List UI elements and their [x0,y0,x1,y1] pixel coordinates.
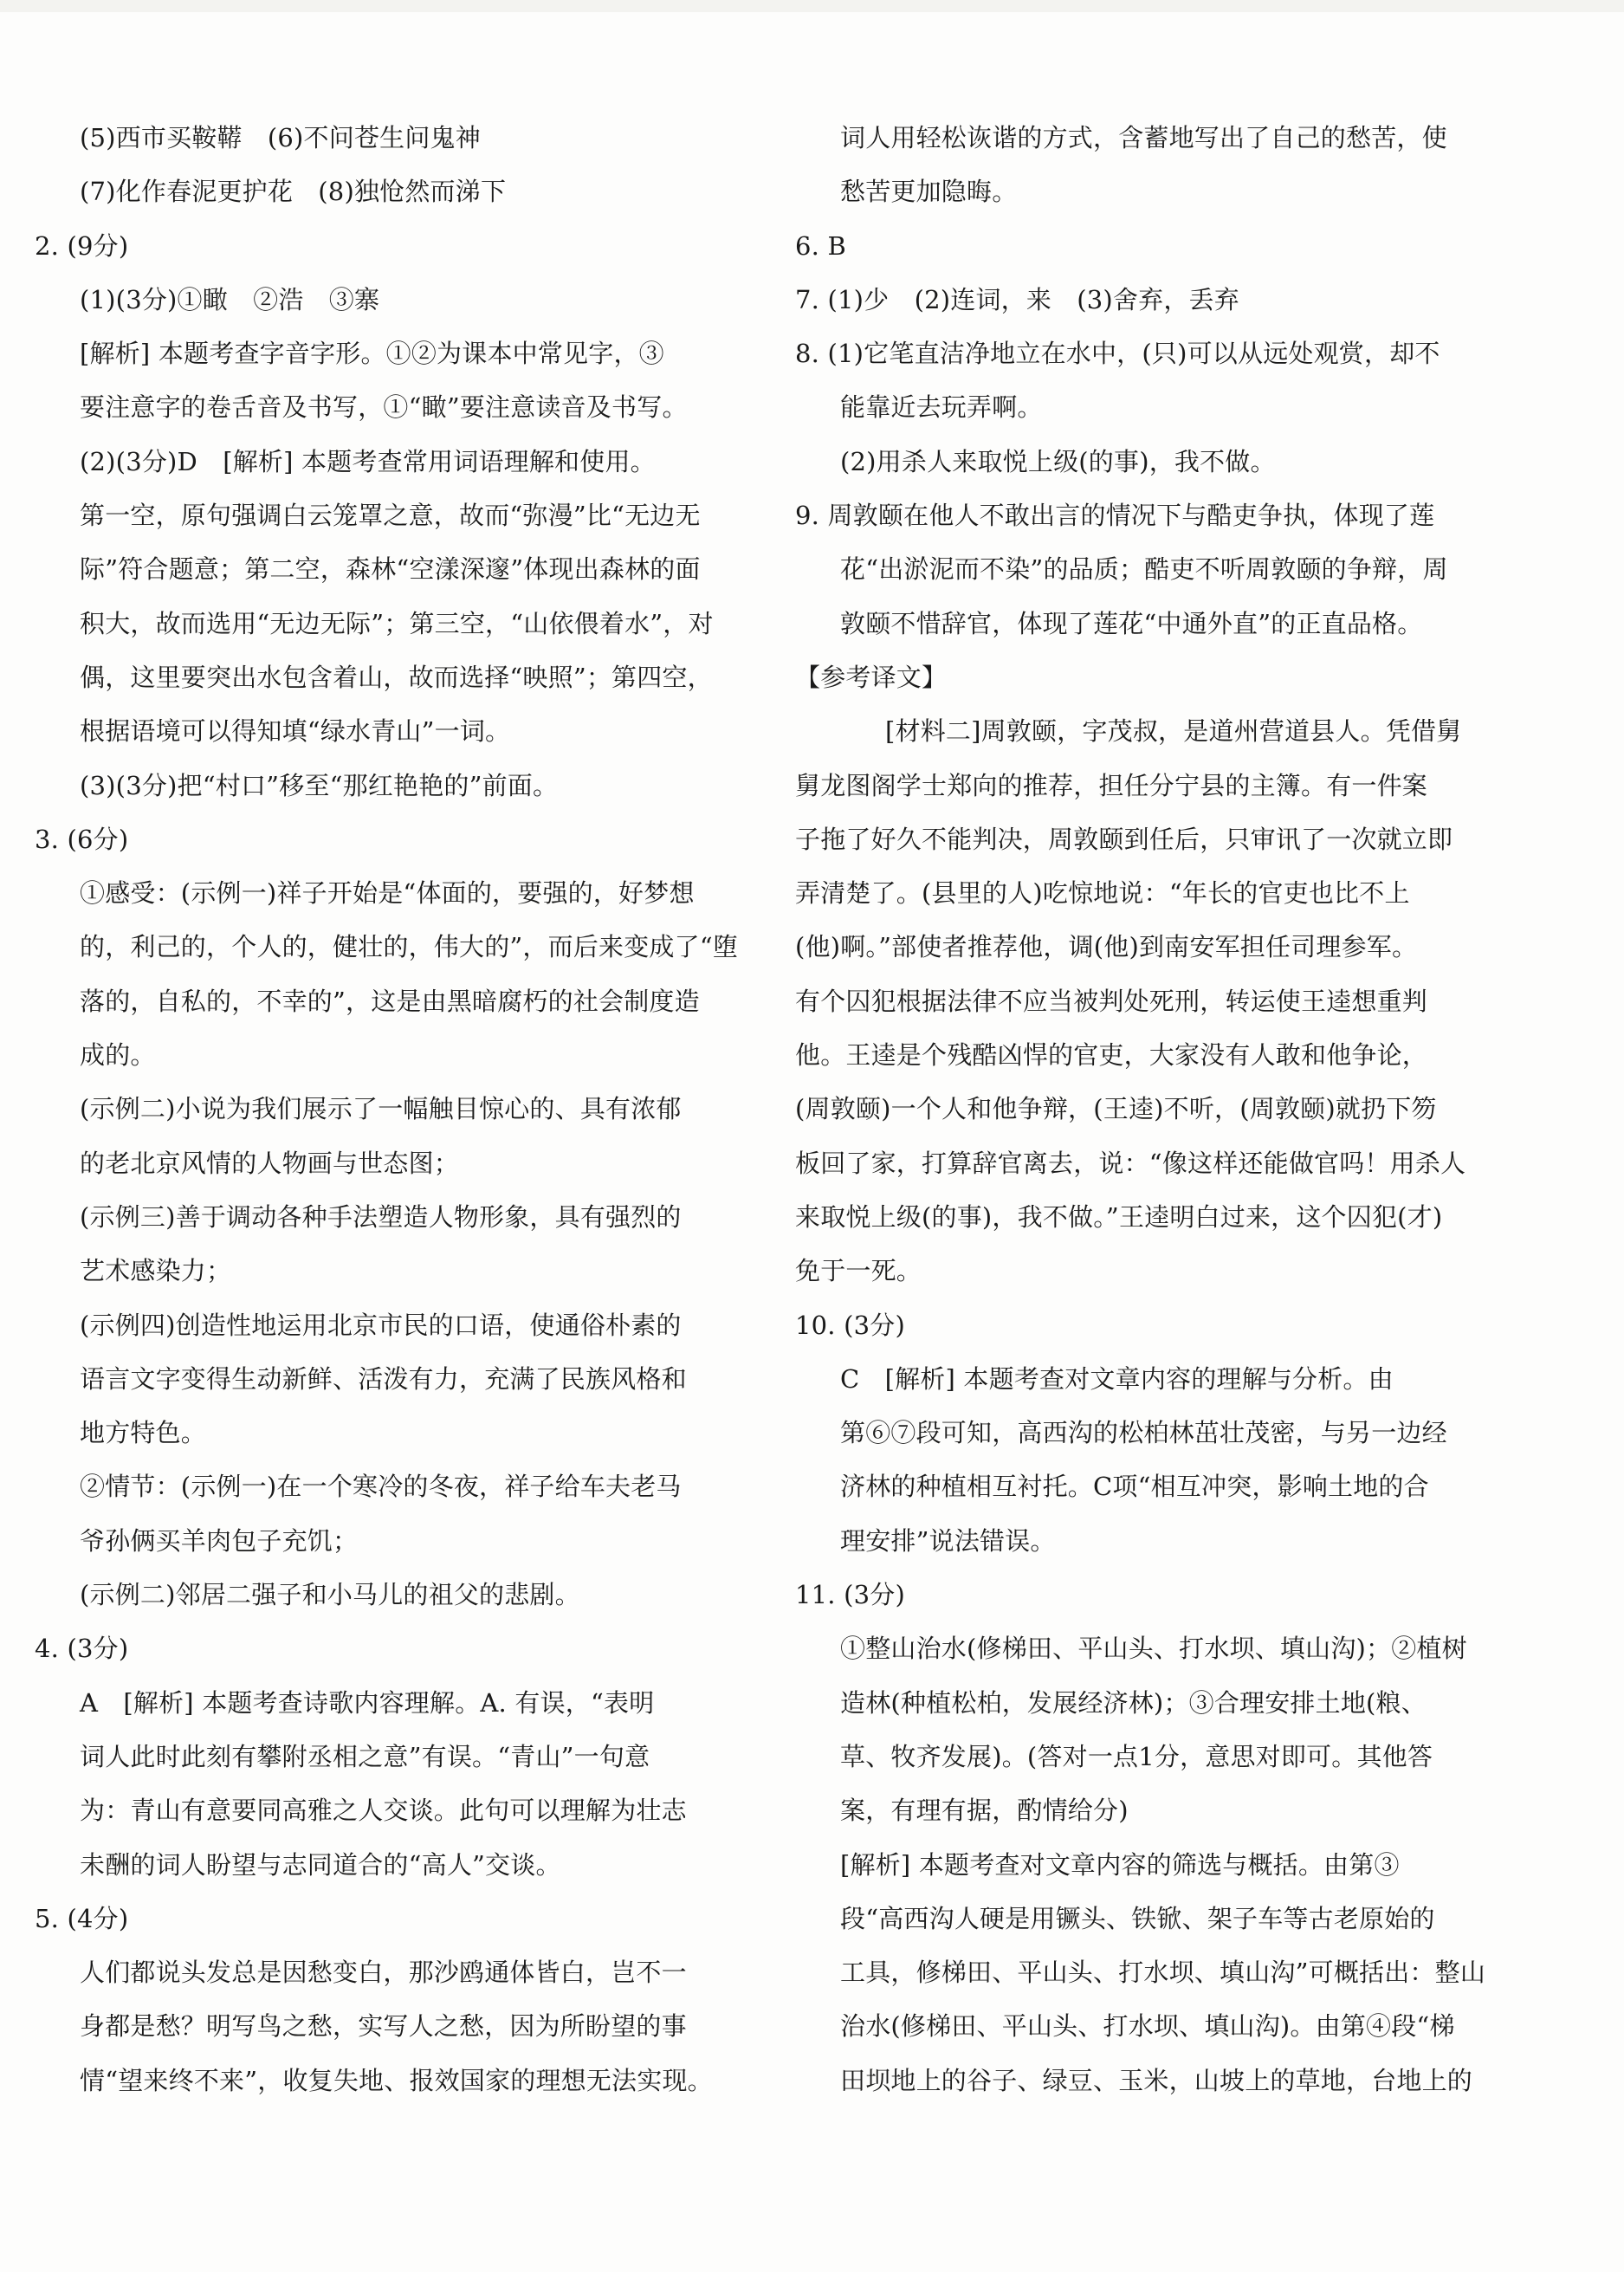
text-line: 未酬的词人盼望与志同道合的“高人”交谈。 [80,1849,561,1880]
text-line: [解析] 本题考查对文章内容的筛选与概括。由第③ [840,1849,1400,1880]
text-line: 成的。 [80,1040,156,1071]
text-line: 3. (6分) [35,824,129,854]
text-line: (示例四)创造性地运用北京市民的口语，使通俗朴素的 [80,1310,682,1340]
text-line: (示例三)善于调动各种手法塑造人物形象，具有强烈的 [80,1201,682,1232]
text-line: 2. (9分) [35,230,129,261]
text-line: 5. (4分) [35,1903,129,1933]
text-line: 际”符合题意；第二空，森林“空漾深邃”体现出森林的面 [80,554,701,585]
text-line: 第⑥⑦段可知，高西沟的松柏林茁壮茂密，与另一边经 [840,1418,1447,1448]
text-line: (2)用杀人来取悦上级(的事)，我不做。 [840,446,1276,476]
text-line: 【参考译文】 [795,662,948,692]
text-line: (他)啊。”部使者推荐他，调(他)到南安军担任司理参军。 [795,932,1418,962]
text-line: 根据语境可以得知填“绿水青山”一词。 [80,716,511,747]
text-line: 人们都说头发总是因愁变白，那沙鸥通体皆白，岂不一 [80,1958,687,1988]
text-line: (周敦颐)一个人和他争辩，(王逵)不听，(周敦颐)就扔下笏 [795,1094,1437,1124]
text-line: 段“高西沟人硬是用镢头、铁锨、架子车等古老原始的 [840,1903,1435,1933]
text-line: 板回了家，打算辞官离去，说：“像这样还能做官吗！用杀人 [795,1148,1466,1178]
text-line: 艺术感染力； [80,1256,232,1286]
text-line: ①感受：(示例一)祥子开始是“体面的，要强的，好梦想 [80,878,695,909]
text-line: 免于一死。 [795,1256,922,1286]
text-line: [材料二]周敦颐，字茂叔，是道州营道县人。凭借舅 [885,716,1462,747]
text-line: 来取悦上级(的事)，我不做。”王逵明白过来，这个囚犯(才) [795,1201,1443,1232]
text-line: 地方特色。 [80,1418,207,1448]
text-line: 11. (3分) [795,1580,906,1610]
text-line: 7. (1)少 (2)连词，来 (3)舍弃，丢弃 [795,284,1239,314]
text-line: 爷孙俩买羊肉包子充饥； [80,1525,359,1556]
text-line: 济林的种植相互衬托。C项“相互冲突，影响土地的合 [840,1472,1429,1502]
text-line: 花“出淤泥而不染”的品质；酷吏不听周敦颐的争辩，周 [840,554,1448,585]
text-line: 舅龙图阁学士郑向的推荐，担任分宁县的主簿。有一件案 [795,770,1428,800]
text-line: 第一空，原句强调白云笼罩之意，故而“弥漫”比“无边无 [80,501,701,531]
text-line: 能靠近去玩弄啊。 [840,392,1043,423]
text-line: 他。王逵是个残酷凶悍的官吏，大家没有人敢和他争论， [795,1040,1428,1071]
text-line: 词人用轻松诙谐的方式，含蓄地写出了自己的愁苦，使 [840,123,1447,152]
text-line: (示例二)小说为我们展示了一幅触目惊心的、具有浓郁 [80,1094,682,1124]
text-line: 案，有理有据，酌情给分) [840,1796,1129,1826]
text-line: 的老北京风情的人物画与世态图； [80,1148,460,1178]
text-line: 6. B [795,230,846,261]
text-line: 词人此时此刻有攀附丞相之意”有误。“青山”一句意 [80,1741,650,1771]
text-line: 4. (3分) [35,1634,129,1664]
text-line: 造林(种植松柏，发展经济林)；③合理安排土地(粮、 [840,1687,1427,1718]
text-line: C [解析] 本题考查对文章内容的理解与分析。由 [840,1363,1394,1394]
top-edge-shadow [0,0,1624,12]
text-line: 理安排”说法错误。 [840,1525,1056,1556]
text-line: (7)化作春泥更护花 (8)独怆然而涕下 [80,177,507,207]
text-line: 8. (1)它笔直洁净地立在水中，(只)可以从远处观赏，却不 [795,339,1440,369]
text-line: 身都是愁？明写鸟之愁，实写人之愁，因为所盼望的事 [80,2011,687,2042]
text-line: 的，利己的，个人的，健壮的，伟大的”，而后来变成了“堕 [80,932,739,962]
text-line: (示例二)邻居二强子和小马儿的祖父的悲剧。 [80,1580,580,1610]
right-column [795,111,1488,2107]
text-line: 工具，修梯田、平山头、打水坝、填山沟”可概括出：整山 [840,1958,1486,1988]
text-line: 田坝地上的谷子、绿豆、玉米，山坡上的草地，台地上的 [840,2065,1473,2095]
text-line: (2)(3分)D [解析] 本题考查常用词语理解和使用。 [80,446,656,476]
text-line: [解析] 本题考查字音字形。①②为课本中常见字，③ [80,339,664,369]
text-line: 草、牧齐发展)。(答对一点1分，意思对即可。其他答 [840,1741,1433,1771]
text-line: 落的，自私的，不幸的”，这是由黑暗腐朽的社会制度造 [80,986,700,1016]
text-line: 情“望来终不来”，收复失地、报效国家的理想无法实现。 [80,2065,713,2095]
text-line: 10. (3分) [795,1310,906,1340]
text-line: 要注意字的卷舌音及书写，①“瞰”要注意读音及书写。 [80,392,688,423]
text-line: A [解析] 本题考查诗歌内容理解。A. 有误，“表明 [80,1687,655,1718]
text-line: (3)(3分)把“村口”移至“那红艳艳的”前面。 [80,770,559,800]
text-line: 愁苦更加隐晦。 [840,177,1018,207]
text-line: 9. 周敦颐在他人不敢出言的情况下与酷吏争执，体现了莲 [795,501,1435,531]
text-line: 语言文字变得生动新鲜、活泼有力，充满了民族风格和 [80,1363,687,1394]
text-line: 偶，这里要突出水包含着山，故而选择“映照”；第四空， [80,662,713,692]
text-line: 有个囚犯根据法律不应当被判处死刑，转运使王逵想重判 [795,986,1428,1016]
text-line: 子拖了好久不能判决，周敦颐到任后，只审讯了一次就立即 [795,824,1453,854]
text-line: 治水(修梯田、平山头、打水坝、填山沟)。由第④段“梯 [840,2011,1455,2042]
text-line: (5)西市买鞍鞯 (6)不问苍生问鬼神 [80,123,481,152]
text-line: (1)(3分)①瞰 ②浩 ③寨 [80,284,380,314]
left-column [35,111,739,2107]
text-line: ②情节：(示例一)在一个寒冷的冬夜，祥子给车夫老马 [80,1472,682,1502]
text-line: 积大，故而选用“无边无际”；第三空，“山依偎着水”，对 [80,608,714,638]
text-line: ①整山治水(修梯田、平山头、打水坝、填山沟)；②植树 [840,1634,1467,1664]
text-line: 敦颐不惜辞官，体现了莲花“中通外直”的正直品格。 [840,608,1423,638]
text-line: 为：青山有意要同高雅之人交谈。此句可以理解为壮志 [80,1796,687,1826]
text-line: 弄清楚了。(县里的人)吃惊地说：“年长的官吏也比不上 [795,878,1410,909]
